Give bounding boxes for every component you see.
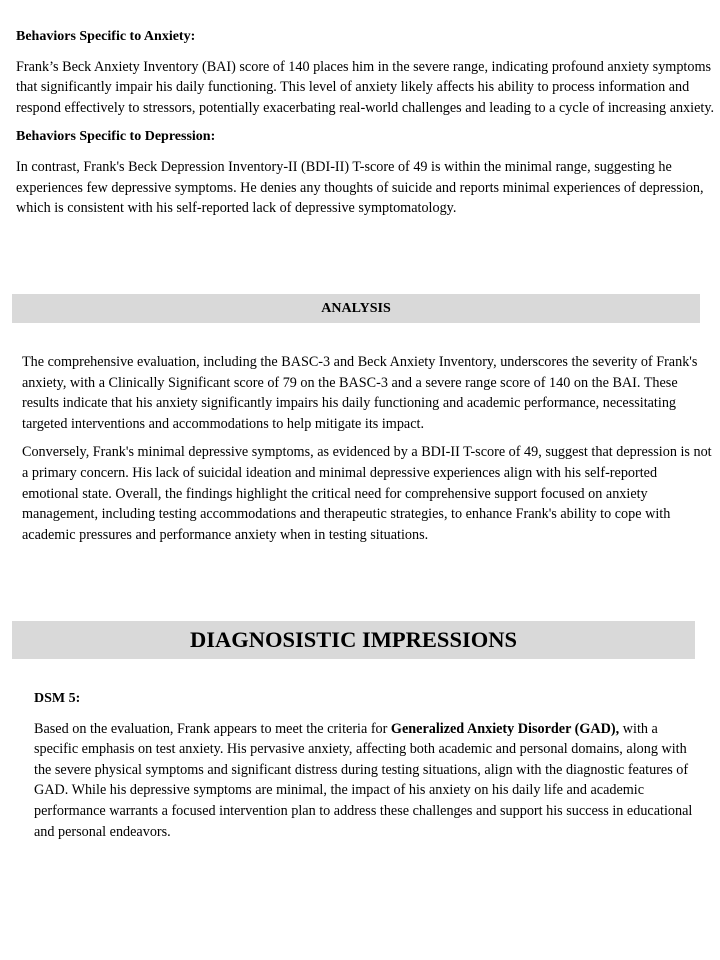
diagnostic-section	[34, 689, 704, 842]
anxiety-behaviors-heading: Behaviors Specific to Anxiety:	[16, 29, 196, 44]
analysis-section-header: ANALYSIS	[12, 294, 700, 323]
analysis-paragraph: The comprehensive evaluation, including the BASC-3 and Beck Anxiety Inventory, underscores the severity of Frank's anxiety, with a Clinically Significant score of 79 on the BASC-3 and a severe range score of 140 on the BAI. These results indicate that his anxiety significantly impairs his daily functioning and academic performance, necessitating targeted interventions and accommodations to help mitigate its impact.	[22, 354, 698, 432]
dsm5-heading: DSM 5:	[34, 691, 81, 706]
analysis-section	[22, 352, 714, 553]
depression-behaviors-paragraph: In contrast, Frank's Beck Depression Inventory-II (BDI-II) T-score of 49 is within the minimal range, suggesting he experiences few depressive symptoms. He denies any thoughts of suicide and reports minimal experiences of depression, which is consistent with his self-reported lack of depressive symptomatology.	[16, 158, 704, 217]
diagnostic-text-before: Based on the evaluation, Frank appears to meet the criteria for	[34, 720, 391, 737]
diagnostic-impressions-header: DIAGNOSISTIC IMPRESSIONS	[12, 621, 695, 659]
anxiety-behaviors-paragraph: Frank’s Beck Anxiety Inventory (BAI) score of 140 places him in the severe range, indicating profound anxiety symptoms that significantly impair his daily functioning. This level of anxiety likely affects his ability to process information and respond effectively to stressors, potentially exacerbating real-world challenges and leading to a cycle of increasing anxiety.	[16, 58, 715, 116]
diagnostic-text-after: with a specific emphasis on test anxiety. His pervasive anxiety, affecting both academic and personal domains, along with the severe physical symptoms and significant distress during testing situations, align with the diagnostic features of GAD. While his depressive symptoms are minimal, the impact of his anxiety on his daily life and academic performance warrants a focused intervention plan to address these challenges and support his success in educational and personal endeavors.	[34, 720, 693, 840]
diagnostic-paragraph	[34, 719, 704, 843]
behaviors-section	[16, 27, 716, 228]
diagnosis-name: Generalized Anxiety Disorder (GAD),	[390, 720, 620, 737]
analysis-paragraph: Conversely, Frank's minimal depressive symptoms, as evidenced by a BDI-II T-score of 49, suggest that depression is not a primary concern. His lack of suicidal ideation and minimal depressive experiences align with his self-reported emotional state. Overall, the findings highlight the critical need for comprehensive support focused on anxiety management, including testing accommodations and therapeutic strategies, to enhance Frank's ability to cope with academic pressures and performance anxiety when in testing situations.	[22, 444, 712, 543]
depression-behaviors-heading: Behaviors Specific to Depression:	[16, 129, 216, 145]
